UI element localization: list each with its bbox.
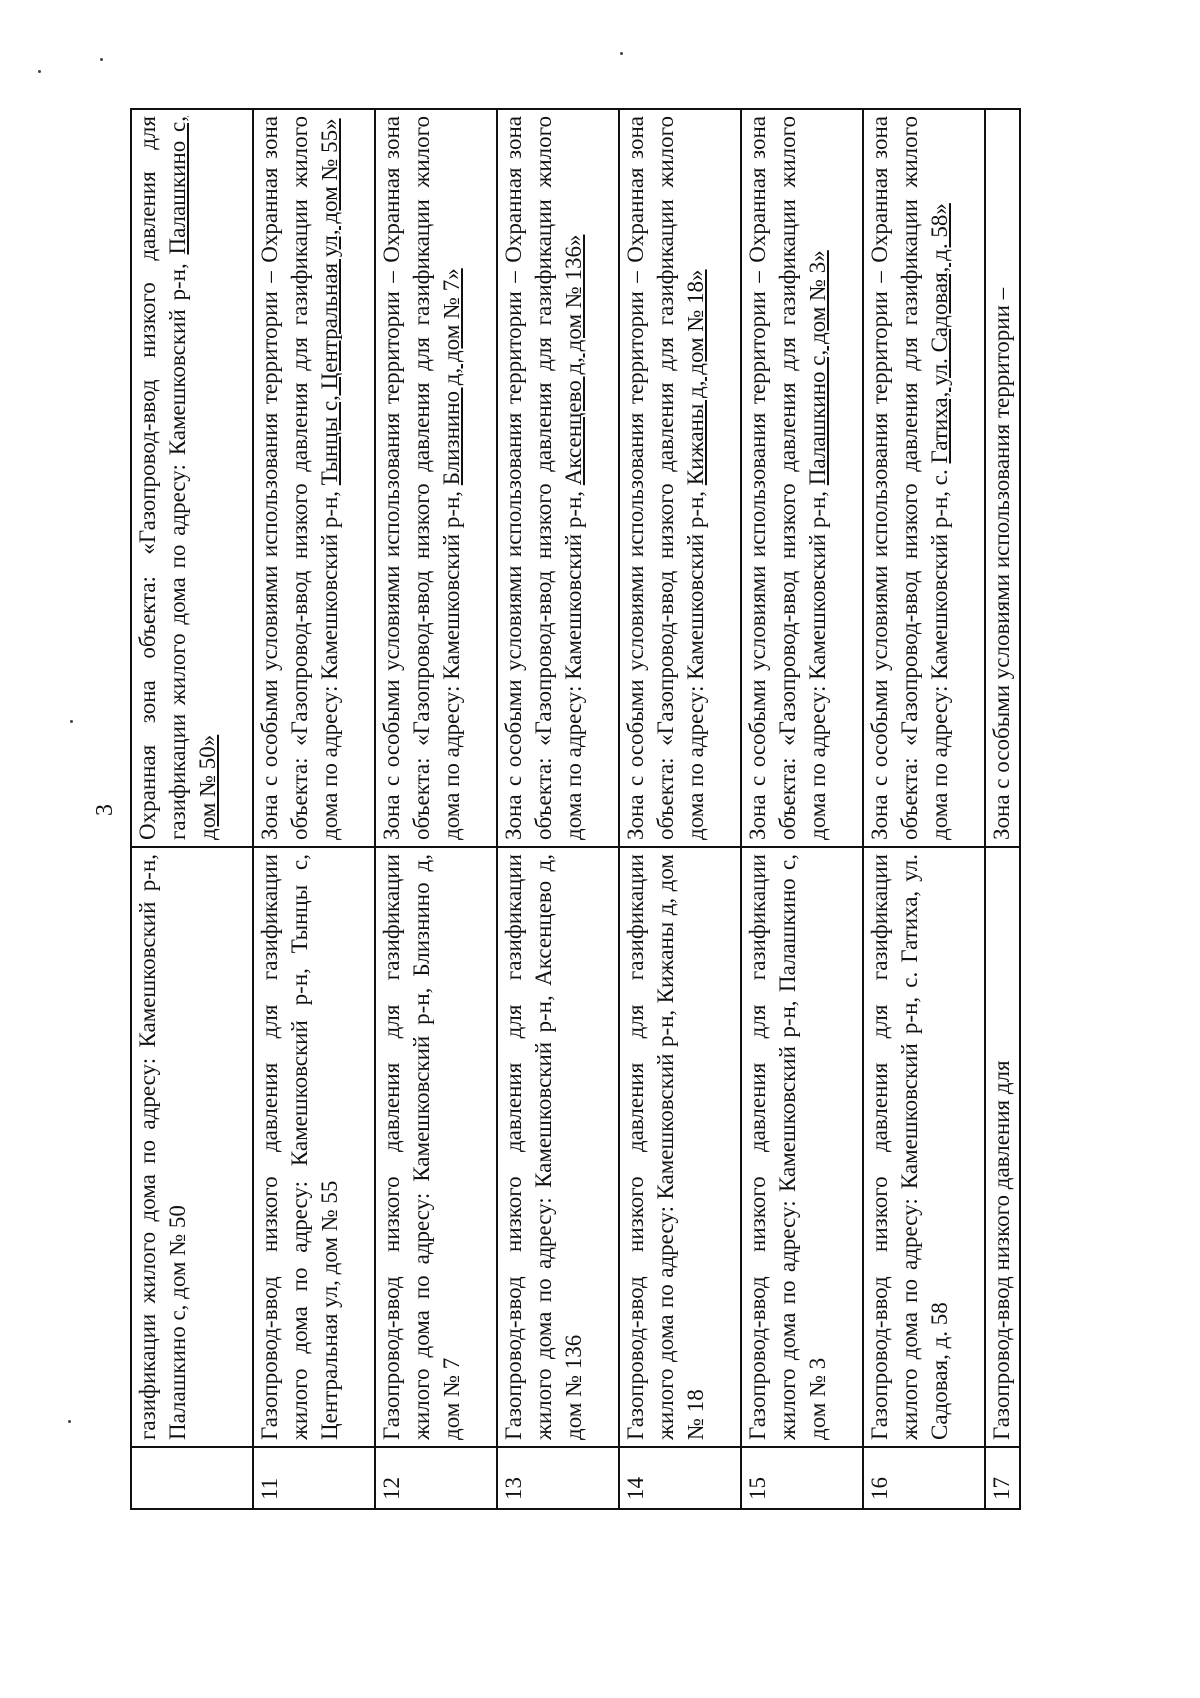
row-number-cell: 14 bbox=[619, 1447, 741, 1509]
zone-description-cell bbox=[619, 109, 741, 847]
row-number-cell: 13 bbox=[497, 1447, 619, 1509]
description-underlined-text: Аксенцево д, дом № 136» bbox=[561, 234, 586, 486]
table-row bbox=[863, 109, 985, 1509]
zone-description-cell bbox=[985, 109, 1020, 847]
scan-speck bbox=[620, 52, 623, 55]
description-text: Зона с особыми условиями использования территории – Охранная зона объекта: «Газопровод-ввод низкого давления для газификации жилого дома по адресу: Камешковский р-н, bbox=[257, 116, 342, 840]
description-text: Зона с особыми условиями использования территории – Охранная зона объекта: «Газопровод-ввод низкого давления для газификации жилого дома по адресу: Камешковский р-н, bbox=[379, 116, 464, 840]
rotated-document-page bbox=[92, 110, 1120, 1510]
zone-description-cell bbox=[863, 109, 985, 847]
table-row bbox=[619, 109, 741, 1509]
object-name-cell: газификации жилого дома по адресу: Камешковский р-н, Палашкино с, дом № 50 bbox=[131, 847, 253, 1447]
scan-speck bbox=[68, 1420, 71, 1423]
description-underlined-text: Тынцы с, Центральная ул, дом № 55» bbox=[317, 118, 342, 486]
description-text: Зона с особыми условиями использования территории – Охранная зона объекта: «Газопровод-ввод низкого давления для газификации жилого дома по адресу: Камешковский р-н, с. bbox=[867, 116, 952, 840]
object-name-cell: Газопровод-ввод низкого давления для газификации жилого дома по адресу: Камешковский р-н, Близнино д, дом № 7 bbox=[375, 847, 497, 1447]
zone-description-cell bbox=[497, 109, 619, 847]
description-text: Зона с особыми условиями использования территории – bbox=[989, 287, 1014, 840]
description-text: Зона с особыми условиями использования территории – Охранная зона объекта: «Газопровод-ввод низкого давления для газификации жилого дома по адресу: Камешковский р-н, bbox=[501, 116, 586, 840]
zone-description-cell bbox=[741, 109, 863, 847]
row-number-cell: 16 bbox=[863, 1447, 985, 1509]
table-row bbox=[985, 109, 1020, 1509]
scan-speck bbox=[38, 70, 41, 73]
object-name-cell: Газопровод-ввод низкого давления для газификации жилого дома по адресу: Камешковский р-н, Палашкино с, дом № 3 bbox=[741, 847, 863, 1447]
description-text: Зона с особыми условиями использования территории – Охранная зона объекта: «Газопровод-ввод низкого давления для газификации жилого дома по адресу: Камешковский р-н, bbox=[623, 116, 708, 840]
scan-speck bbox=[100, 58, 103, 61]
zone-description-cell bbox=[131, 109, 253, 847]
zone-description-cell bbox=[253, 109, 375, 847]
description-underlined-text: Кижаны д, дом № 18» bbox=[683, 269, 708, 486]
table-row bbox=[131, 109, 253, 1509]
object-name-cell: Газопровод-ввод низкого давления для газификации жилого дома по адресу: Камешковский р-н, с. Гатиха, ул. Садовая, д. 58 bbox=[863, 847, 985, 1447]
row-number-cell: 11 bbox=[253, 1447, 375, 1509]
scan-speck bbox=[70, 720, 73, 723]
table-row bbox=[497, 109, 619, 1509]
row-number-cell bbox=[131, 1447, 253, 1509]
row-number-cell: 15 bbox=[741, 1447, 863, 1509]
row-number-cell: 12 bbox=[375, 1447, 497, 1509]
description-underlined-text: Палашкино с, дом № 3» bbox=[805, 250, 830, 486]
description-underlined-text: Гатиха, ул. Садовая, д. 58» bbox=[927, 203, 952, 464]
description-underlined-text: Палашкино с, дом № 50» bbox=[165, 115, 220, 840]
object-name-cell: Газопровод-ввод низкого давления для bbox=[985, 847, 1020, 1447]
row-number-cell: 17 bbox=[985, 1447, 1020, 1509]
table-row bbox=[253, 109, 375, 1509]
page-number: 3 bbox=[92, 804, 118, 816]
table-row bbox=[375, 109, 497, 1509]
description-text: Охранная зона объекта: «Газопровод-ввод низкого давления для газификации жилого дома по адресу: Камешковский р-н, bbox=[135, 116, 190, 840]
object-name-cell: Газопровод-ввод низкого давления для газификации жилого дома по адресу: Камешковский р-н, Кижаны д, дом № 18 bbox=[619, 847, 741, 1447]
object-name-cell: Газопровод-ввод низкого давления для газификации жилого дома по адресу: Камешковский р-н, Аксенцево д, дом № 136 bbox=[497, 847, 619, 1447]
description-text: Зона с особыми условиями использования территории – Охранная зона объекта: «Газопровод-ввод низкого давления для газификации жилого дома по адресу: Камешковский р-н, bbox=[745, 116, 830, 840]
table-row bbox=[741, 109, 863, 1509]
zone-description-cell bbox=[375, 109, 497, 847]
description-underlined-text: Близнино д, дом № 7» bbox=[439, 268, 464, 486]
zones-table bbox=[130, 108, 1021, 1510]
object-name-cell: Газопровод-ввод низкого давления для газификации жилого дома по адресу: Камешковский р-н, Тынцы с, Центральная ул, дом № 55 bbox=[253, 847, 375, 1447]
